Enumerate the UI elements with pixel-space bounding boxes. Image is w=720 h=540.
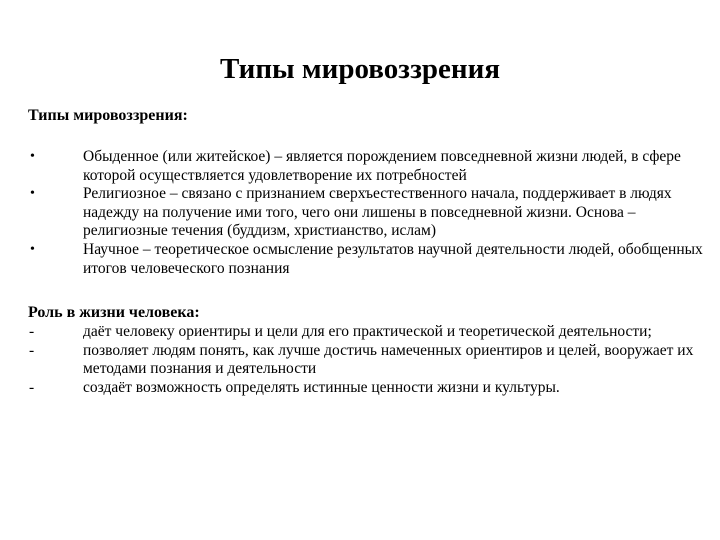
role-list (28, 323, 704, 397)
list-item (28, 241, 704, 278)
list-item-text: создаёт возможность определять истинные ценности жизни и культуры. (83, 378, 560, 396)
list-item (28, 379, 704, 398)
types-heading: Типы мировоззрения: (28, 107, 188, 124)
list-item-text: даёт человеку ориентиры и цели для его практической и теоретической деятельности; (83, 323, 652, 340)
list-item (28, 323, 704, 342)
list-item (28, 342, 704, 379)
list-item-text: Обыденное (или житейское) – является порождением повседневной жизни людей, в сфере которой осуществляется удовлетворение их потребностей (83, 148, 681, 184)
role-heading: Роль в жизни человека: (28, 304, 200, 321)
list-item-text: Религиозное – связано с признанием сверхъестественного начала, поддерживает в людях надежду на получение ими того, чего они лишены в повседневной жизни. Основа – религиозные течения (буддизм, христианство, ислам) (83, 185, 672, 240)
dash-icon: - (29, 378, 35, 396)
bullet-icon: • (30, 241, 35, 257)
dash-icon: - (29, 323, 35, 340)
list-item (28, 148, 704, 185)
dash-icon: - (29, 341, 35, 359)
bullet-icon: • (30, 186, 35, 202)
list-item (28, 185, 704, 241)
list-item-text: Научное – теоретическое осмысление результатов научной деятельности людей, обобщенных итогов человеческого познания (83, 240, 703, 277)
list-item-text: позволяет людям понять, как лучше достичь намеченных ориентиров и целей, вооружает их методами познания и деятельности (83, 341, 694, 378)
slide-title: Типы мировоззрения (219, 53, 501, 85)
bullet-icon: • (30, 149, 35, 164)
types-list (28, 148, 704, 278)
